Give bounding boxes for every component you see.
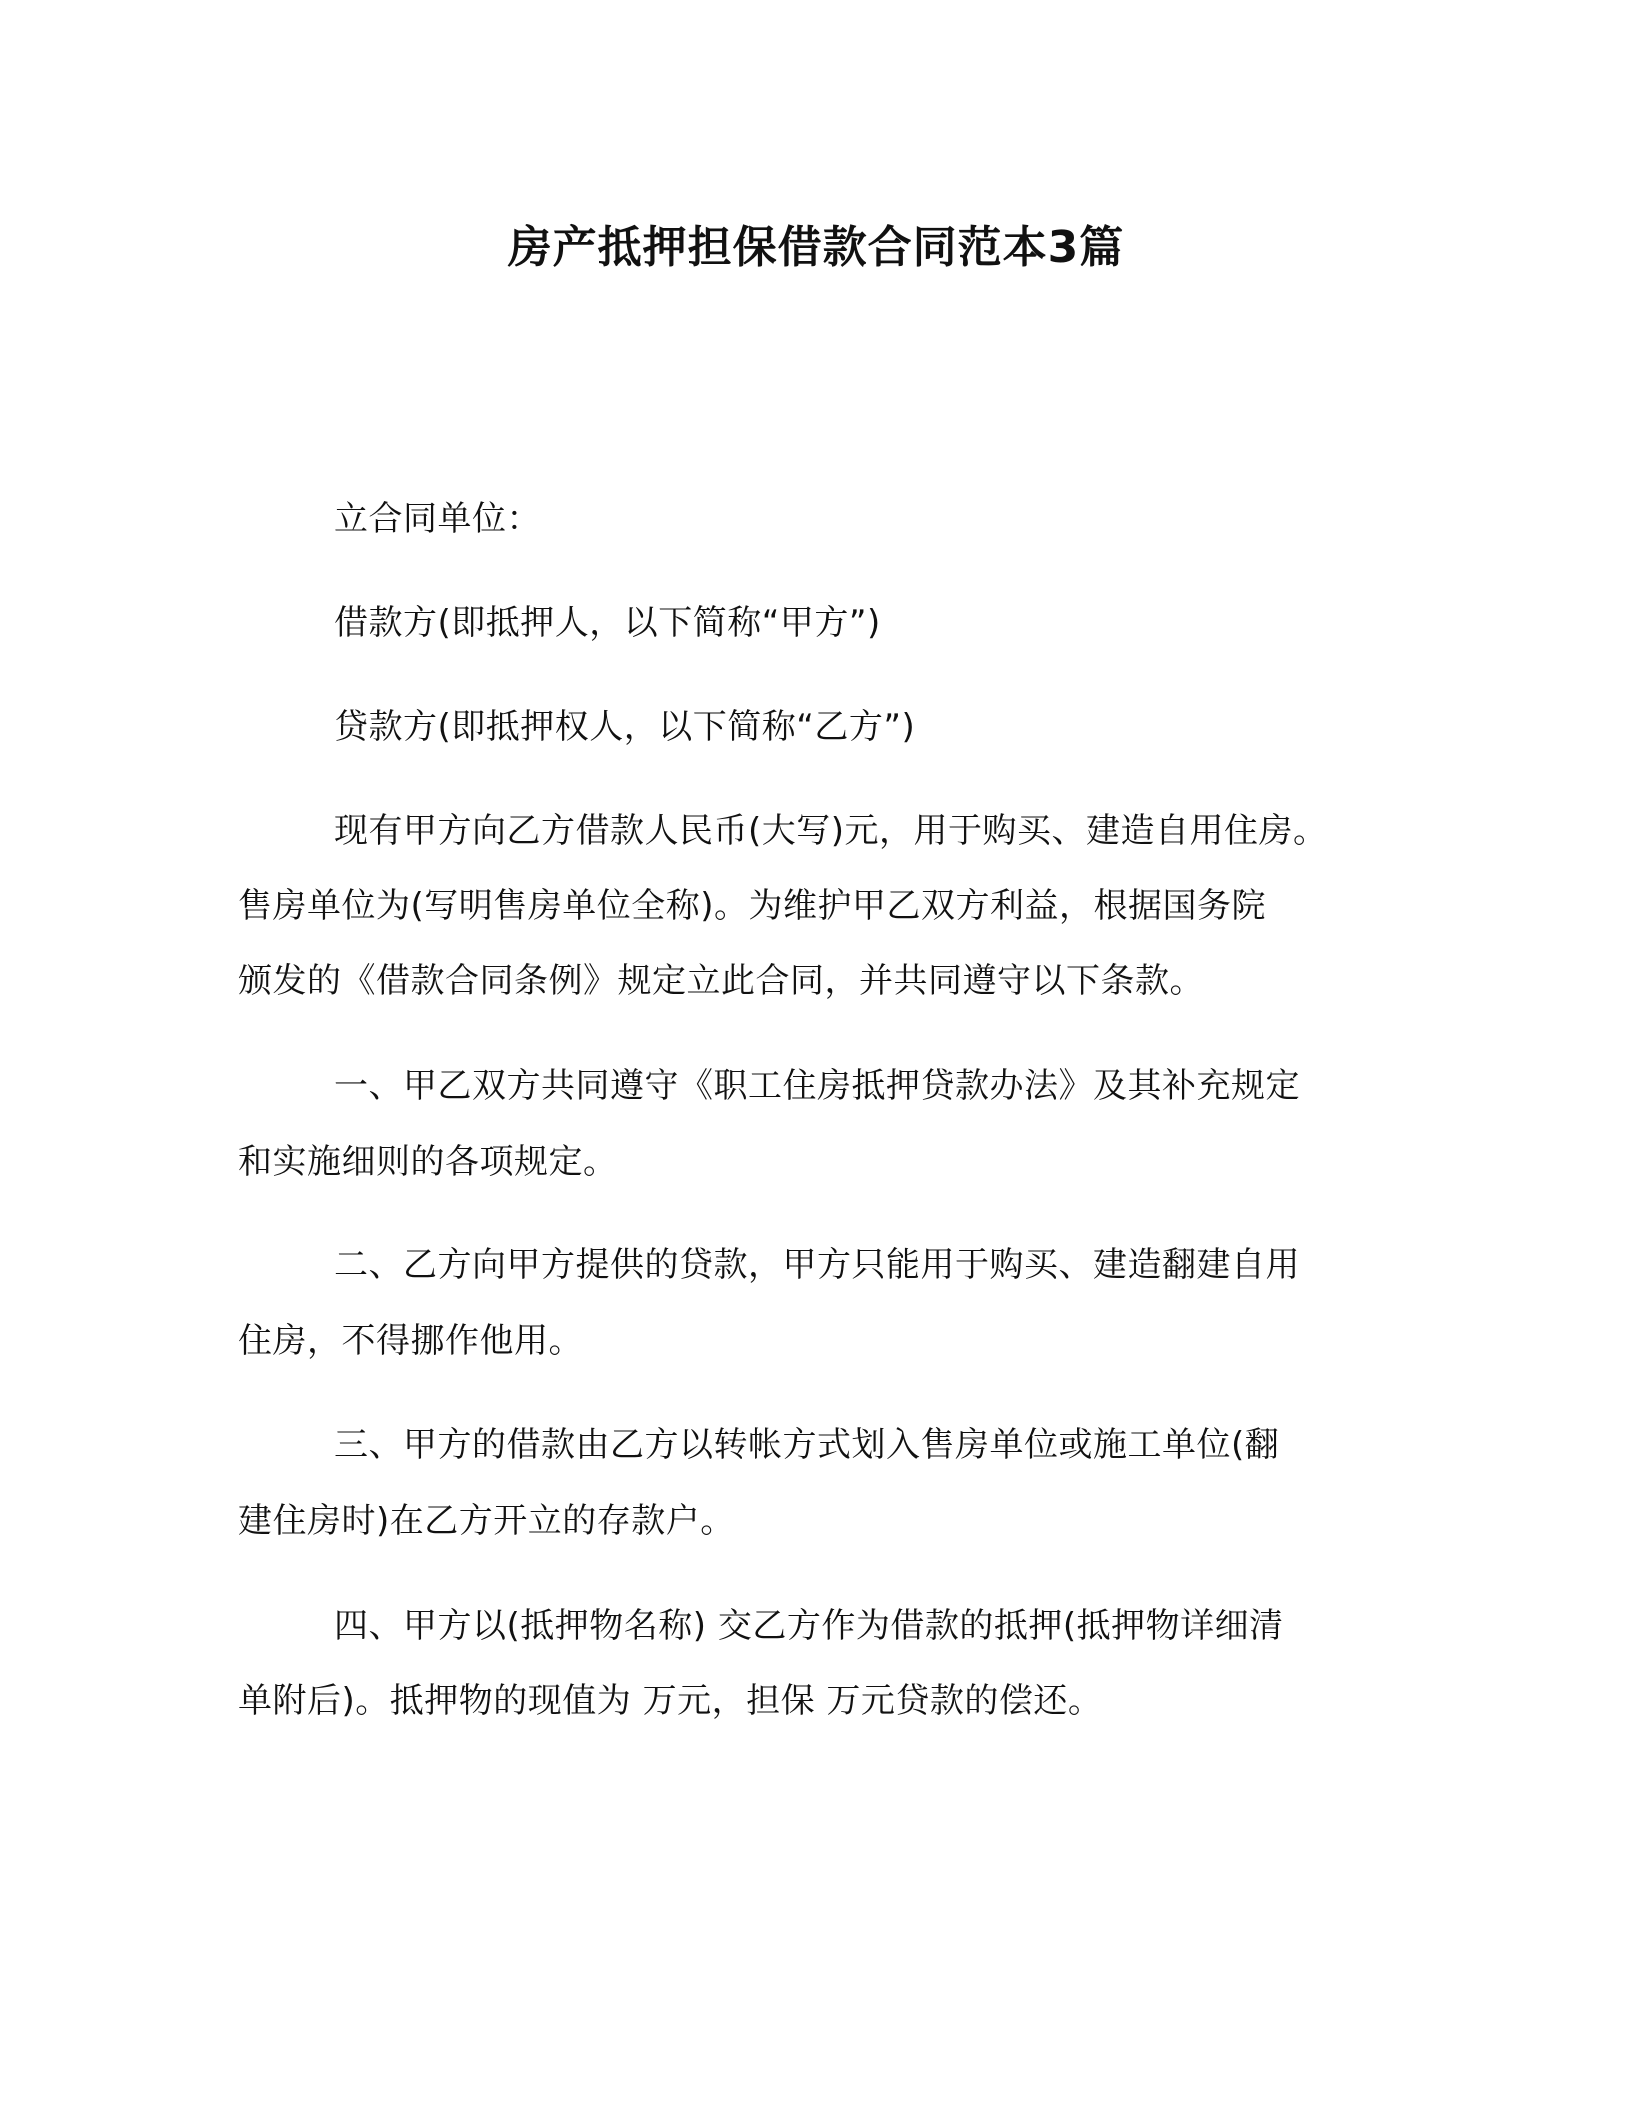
paragraph-line: 立合同单位： [334,499,541,539]
paragraph-line: 三、甲方的借款由乙方以转帐方式划入售房单位或施工单位(翻 [334,1425,1280,1465]
paragraph-line: 单附后)。抵押物的现值为 万元，担保 万元贷款的偿还。 [238,1681,1103,1721]
paragraph-line: 售房单位为(写明售房单位全称)。为维护甲乙双方利益，根据国务院 [238,886,1267,926]
paragraph-line: 和实施细则的各项规定。 [238,1142,618,1182]
paragraph-line: 建住房时)在乙方开立的存款户。 [238,1501,735,1541]
paragraph-line: 二、乙方向甲方提供的贷款，甲方只能用于购买、建造翻建自用 [334,1245,1300,1285]
document-title: 房产抵押担保借款合同范本3篇 [507,222,1125,273]
paragraph-line: 住房，不得挪作他用。 [238,1321,583,1361]
paragraph-line: 借款方(即抵押人，以下简称“甲方”) [334,603,881,643]
paragraph-line: 现有甲方向乙方借款人民币(大写)元，用于购买、建造自用住房。 [334,811,1328,851]
paragraph-line: 颁发的《借款合同条例》规定立此合同，并共同遵守以下条款。 [238,961,1204,1001]
paragraph-line: 贷款方(即抵押权人，以下简称“乙方”) [334,707,916,747]
paragraph-line: 四、甲方以(抵押物名称) 交乙方作为借款的抵押(抵押物详细清 [334,1606,1284,1646]
paragraph-line: 一、甲乙双方共同遵守《职工住房抵押贷款办法》及其补充规定 [334,1066,1300,1106]
